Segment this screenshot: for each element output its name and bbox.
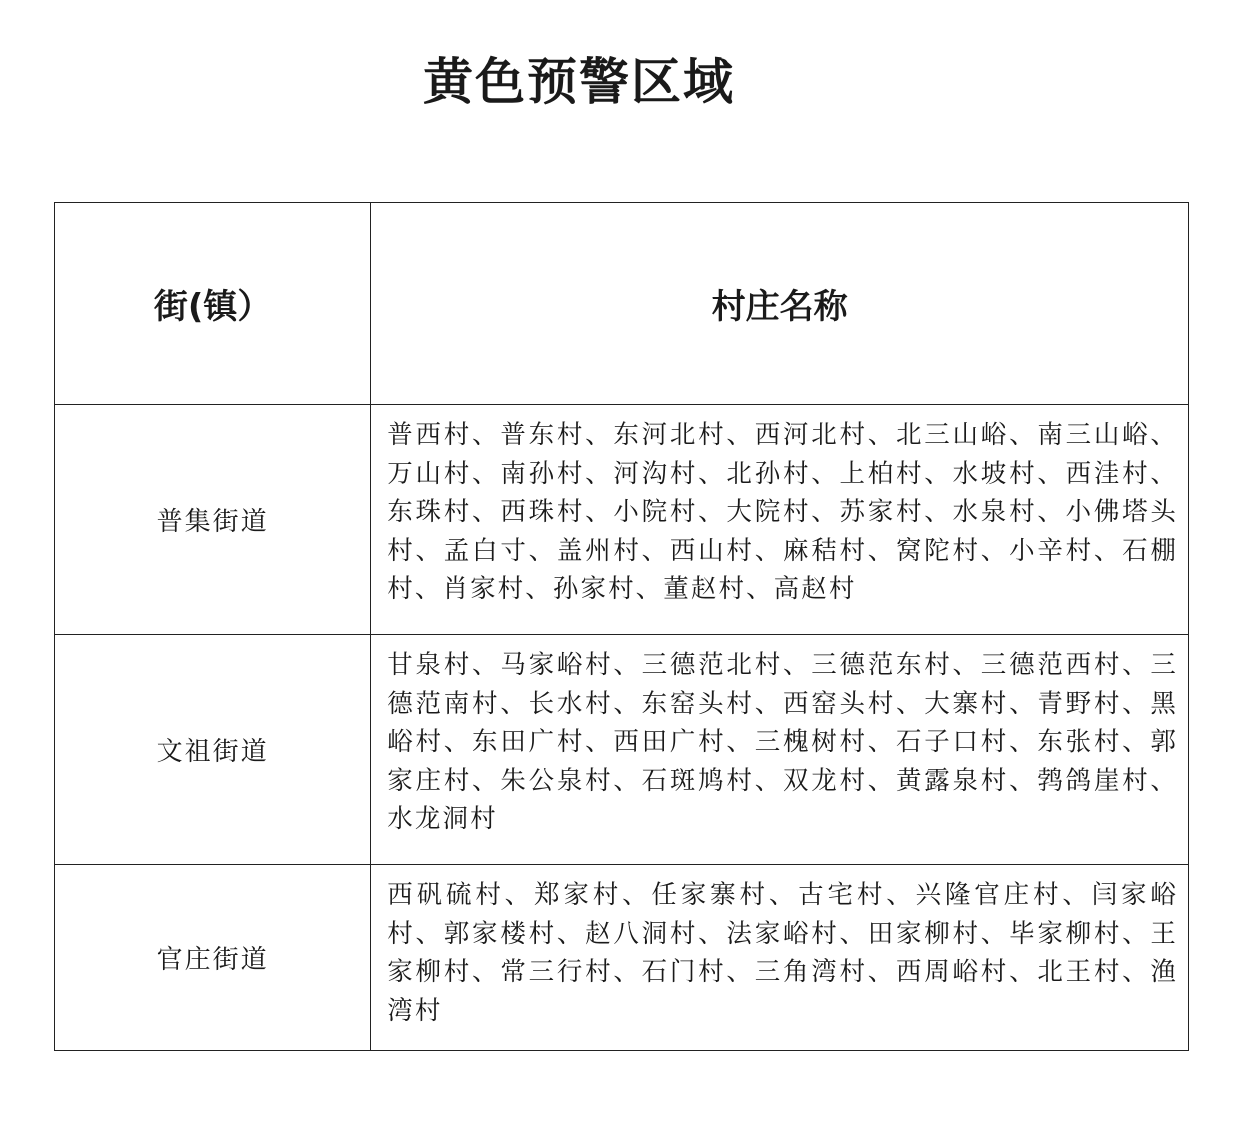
village-list-cell: 西矾硫村、郑家村、任家寨村、古宅村、兴隆官庄村、闫家峪村、郭家楼村、赵八洞村、法家峪村、田家柳村、毕家柳村、王家柳村、常三行村、石门村、三角湾村、西周峪村、北王村、渔湾村 [371, 865, 1189, 1051]
street-name-cell: 官庄街道 [55, 865, 371, 1051]
table-header-row [55, 203, 1189, 405]
header-street: 街(镇） [55, 203, 371, 405]
header-villages: 村庄名称 [371, 203, 1189, 405]
village-list-cell: 甘泉村、马家峪村、三德范北村、三德范东村、三德范西村、三德范南村、长水村、东窑头村、西窑头村、大寨村、青野村、黑峪村、东田广村、西田广村、三槐树村、石子口村、东张村、郭家庄村、朱公泉村、石斑鸠村、双龙村、黄露泉村、鹁鸽崖村、水龙洞村 [371, 635, 1189, 865]
document-title: 黄色预警区域 [423, 53, 735, 111]
village-list-cell: 普西村、普东村、东河北村、西河北村、北三山峪、南三山峪、万山村、南孙村、河沟村、北孙村、上柏村、水坡村、西洼村、东珠村、西珠村、小院村、大院村、苏家村、水泉村、小佛塔头村、孟白寸、盖州村、西山村、麻秸村、窝陀村、小辛村、石棚村、肖家村、孙家村、董赵村、高赵村 [371, 405, 1189, 635]
warning-area-table [54, 202, 1189, 1051]
table-row [55, 405, 1189, 635]
table-row [55, 865, 1189, 1051]
street-name-cell: 普集街道 [55, 405, 371, 635]
table-row [55, 635, 1189, 865]
street-name-cell: 文祖街道 [55, 635, 371, 865]
